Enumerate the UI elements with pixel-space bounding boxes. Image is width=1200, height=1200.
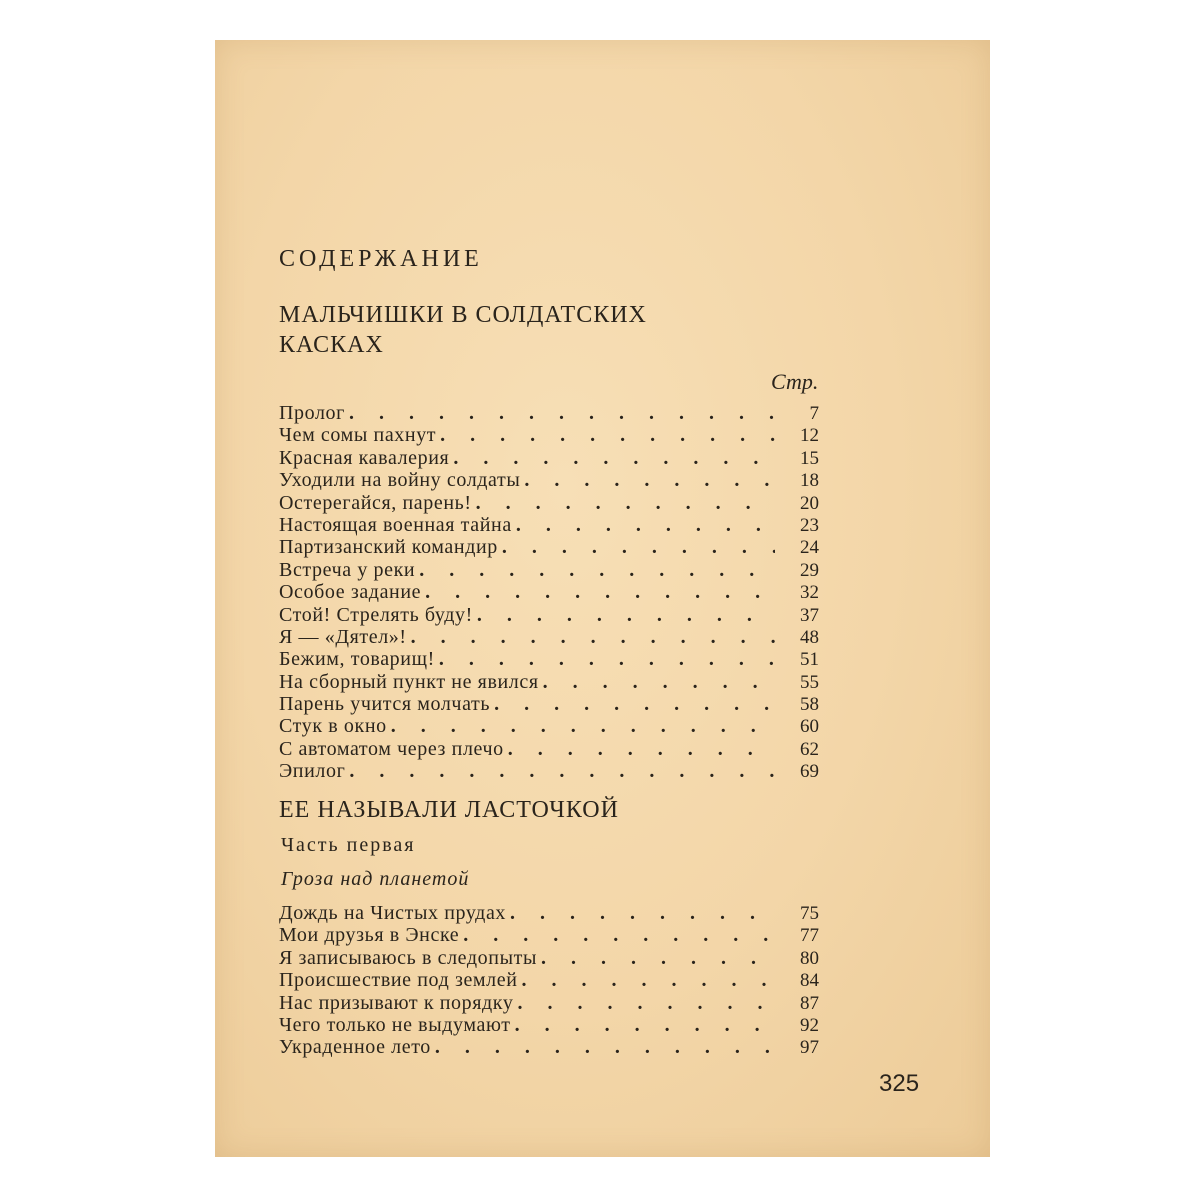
toc-entry [279, 1014, 819, 1036]
toc-entry-page: 37 [800, 604, 819, 626]
leader-dots [411, 626, 775, 648]
toc-entry-title: Я — «Дятел»! [279, 625, 407, 648]
toc-entry-title: Я записываюсь в следопыты [279, 946, 537, 969]
toc-entry-page: 48 [800, 626, 819, 648]
leader-dots [349, 760, 775, 782]
leader-dots [515, 1014, 775, 1036]
toc-entry-title: Дождь на Чистых прудах [279, 902, 507, 924]
toc-entry-page: 15 [800, 447, 819, 469]
toc-entry-page: 80 [800, 947, 819, 969]
toc-entry-title: Встреча у реки [279, 558, 416, 581]
toc-entry-title: Происшествие под землей [279, 969, 518, 992]
toc-entry-page: 29 [800, 559, 819, 581]
leader-dots [349, 402, 775, 424]
toc-entry-page: 60 [800, 716, 819, 738]
leader-dots [435, 1036, 775, 1058]
toc-entry [279, 969, 819, 991]
leader-dots [508, 738, 775, 760]
toc-entry [279, 671, 819, 693]
toc-entry-title: Пролог [279, 402, 345, 424]
leader-dots [476, 492, 775, 514]
leader-dots [502, 536, 775, 558]
toc-entry [279, 604, 819, 626]
toc-entry [279, 469, 819, 491]
toc-entry [279, 581, 819, 603]
toc-entry-page: 87 [800, 992, 819, 1014]
toc-entry-title: Партизанский командир [279, 536, 498, 559]
leader-dots [439, 648, 775, 670]
leader-dots [494, 693, 775, 715]
toc-entry-title: Украденное лето [279, 1036, 431, 1059]
leader-dots [522, 969, 775, 991]
toc-entry-title: Нас призывают к порядку [279, 991, 514, 1014]
leader-dots [516, 514, 775, 536]
leader-dots [453, 447, 775, 469]
toc-entry-page: 97 [800, 1037, 819, 1059]
toc-entry [279, 693, 819, 715]
toc-entry [279, 1036, 819, 1058]
toc-entry [279, 715, 819, 737]
toc-entry-page: 77 [800, 925, 819, 947]
leader-dots [510, 902, 775, 924]
toc-entry [279, 447, 819, 469]
toc-entry-page: 69 [800, 761, 819, 783]
toc-entry [279, 924, 819, 946]
toc-entry-page: 12 [800, 425, 819, 447]
part2-toc-list [279, 902, 819, 1059]
page-column-label: Стр. [771, 369, 819, 394]
toc-entry-page: 18 [800, 470, 819, 492]
toc-entry [279, 402, 819, 424]
toc-entry [279, 424, 819, 446]
toc-entry-page: 51 [800, 649, 819, 671]
part1-toc-list [279, 402, 819, 783]
toc-entry [279, 536, 819, 558]
toc-entry [279, 760, 819, 782]
toc-entry [279, 514, 819, 536]
toc-entry-page: 23 [800, 514, 819, 536]
leader-dots [524, 469, 775, 491]
toc-entry-title: Чем сомы пахнут [279, 424, 437, 447]
toc-entry [279, 992, 819, 1014]
leader-dots [440, 424, 775, 446]
toc-entry [279, 492, 819, 514]
toc-entry-title: Чего только не выдумают [279, 1013, 511, 1036]
part2-section-heading: Часть первая [281, 834, 416, 856]
toc-entry-page: 7 [809, 403, 819, 424]
toc-entry-page: 24 [800, 537, 819, 559]
book-page [215, 40, 990, 1157]
toc-entry-title: Особое задание [279, 581, 422, 604]
toc-entry-page: 62 [800, 738, 819, 760]
part1-title: МАЛЬЧИШКИ В СОЛДАТСКИХ КАСКАХ [279, 302, 647, 358]
leader-dots [477, 604, 775, 626]
toc-entry-page: 20 [800, 492, 819, 514]
toc-entry-page: 84 [800, 970, 819, 992]
toc-entry [279, 902, 819, 924]
toc-entry-page: 75 [800, 903, 819, 924]
leader-dots [463, 924, 775, 946]
toc-entry [279, 947, 819, 969]
toc-entry-title: Эпилог [279, 760, 346, 783]
toc-entry-page: 55 [800, 671, 819, 693]
leader-dots [391, 715, 775, 737]
toc-entry-page: 32 [800, 582, 819, 604]
toc-entry-title: Мои друзья в Энске [279, 924, 460, 947]
leader-dots [543, 671, 775, 693]
toc-entry-title: Красная кавалерия [279, 446, 450, 469]
toc-entry [279, 648, 819, 670]
toc-entry [279, 626, 819, 648]
toc-entry-title: Стой! Стрелять буду! [279, 603, 473, 626]
toc-entry-title: Уходили на войну солдаты [279, 469, 521, 492]
toc-entry-title: Настоящая военная тайна [279, 513, 512, 536]
toc-entry [279, 738, 819, 760]
toc-entry-title: Стук в окно [279, 715, 387, 738]
toc-entry-title: На сборный пункт не явился [279, 670, 539, 693]
part2-subsection-heading: Гроза над планетой [281, 868, 470, 890]
toc-entry-title: Бежим, товарищ! [279, 648, 435, 671]
part2-title: ЕЕ НАЗЫВАЛИ ЛАСТОЧКОЙ [279, 797, 619, 823]
leader-dots [419, 559, 775, 581]
toc-entry [279, 559, 819, 581]
toc-entry-title: Парень учится молчать [279, 693, 491, 716]
toc-entry-page: 58 [800, 694, 819, 716]
toc-entry-title: С автоматом через плечо [279, 737, 504, 760]
toc-entry-title: Остерегайся, парень! [279, 491, 472, 514]
leader-dots [517, 992, 775, 1014]
page-number: 325 [879, 1070, 920, 1097]
toc-entry-page: 92 [800, 1014, 819, 1036]
contents-heading: СОДЕРЖАНИЕ [279, 246, 483, 272]
leader-dots [541, 947, 775, 969]
leader-dots [425, 581, 775, 603]
